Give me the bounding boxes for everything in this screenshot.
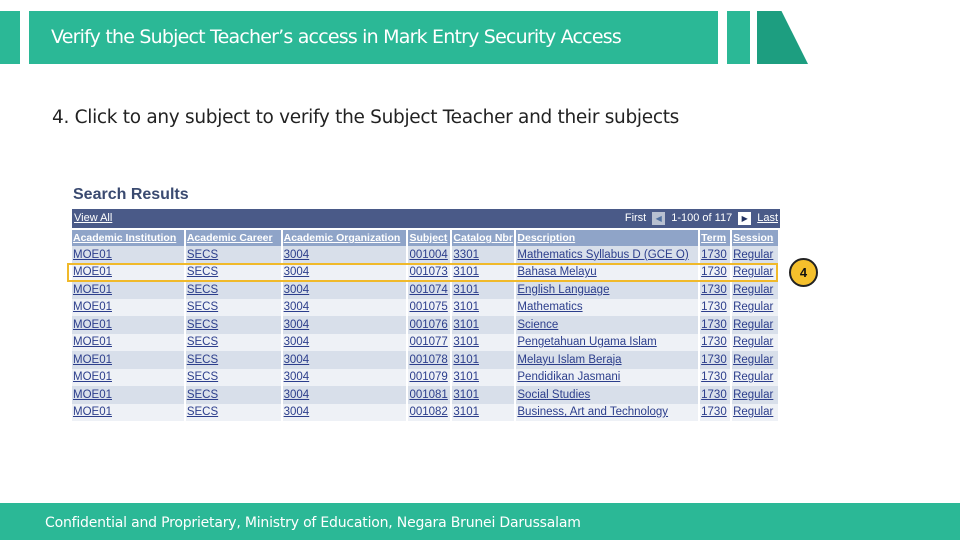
cell-link[interactable]: Regular (733, 301, 774, 314)
cell-link[interactable]: MOE01 (73, 318, 112, 331)
cell-link[interactable]: 3004 (283, 353, 310, 366)
table-cell (515, 386, 699, 404)
column-header[interactable]: Academic Institution (72, 230, 185, 246)
results-table (72, 230, 780, 421)
decor-trapezoid (757, 11, 808, 64)
cell-link[interactable]: MOE01 (73, 353, 112, 366)
table-cell (185, 299, 282, 317)
table-cell (72, 404, 185, 422)
table-cell (451, 334, 515, 352)
footer-text: Confidential and Proprietary, Ministry of Education, Negara Brunei Darussalam (0, 503, 960, 540)
cell-link[interactable]: 3101 (453, 318, 479, 331)
cell-link[interactable]: Business, Art and Technology (517, 406, 669, 419)
cell-link[interactable]: Regular (733, 266, 774, 279)
table-cell (699, 351, 731, 369)
cell-link[interactable]: Regular (733, 336, 774, 349)
next-arrow-icon[interactable]: ▶ (738, 212, 751, 225)
decor-bar-right (727, 11, 750, 64)
column-header[interactable]: Subject (407, 230, 451, 246)
cell-link[interactable]: MOE01 (73, 301, 112, 314)
table-cell (185, 334, 282, 352)
cell-link[interactable]: 3101 (453, 371, 479, 384)
table-cell (185, 386, 282, 404)
table-cell (72, 246, 185, 264)
cell-link[interactable]: 001073 (409, 266, 448, 279)
table-cell (282, 404, 408, 422)
cell-link[interactable]: Regular (733, 406, 774, 419)
cell-link[interactable]: SECS (186, 283, 219, 296)
table-row[interactable] (72, 334, 779, 352)
cell-link[interactable]: 1730 (701, 336, 727, 349)
table-cell (72, 334, 185, 352)
table-cell (731, 281, 779, 299)
table-row[interactable] (72, 369, 779, 387)
table-cell (407, 299, 451, 317)
cell-link[interactable]: 3101 (453, 353, 479, 366)
cell-link[interactable]: Bahasa Melayu (517, 266, 597, 279)
cell-link[interactable]: 001074 (409, 283, 448, 296)
table-row[interactable] (72, 299, 779, 317)
cell-link[interactable]: SECS (186, 353, 219, 366)
table-cell (185, 246, 282, 264)
table-cell (407, 404, 451, 422)
cell-link[interactable]: 3004 (283, 336, 310, 349)
cell-link[interactable]: SECS (186, 266, 219, 279)
table-cell (407, 386, 451, 404)
cell-link[interactable]: MOE01 (73, 266, 112, 279)
table-cell (451, 281, 515, 299)
table-cell (451, 246, 515, 264)
table-cell (699, 281, 731, 299)
cell-link[interactable]: 3004 (283, 406, 310, 419)
table-cell (699, 299, 731, 317)
table-cell (731, 299, 779, 317)
table-cell (282, 334, 408, 352)
table-cell (407, 316, 451, 334)
cell-link[interactable]: 3101 (453, 266, 479, 279)
cell-link[interactable]: 3301 (453, 248, 479, 261)
cell-link[interactable]: 3101 (453, 388, 479, 401)
prev-arrow-icon[interactable]: ◀ (652, 212, 665, 225)
decor-bar-left (0, 11, 20, 64)
cell-link[interactable]: SECS (186, 301, 219, 314)
cell-link[interactable]: SECS (186, 248, 219, 261)
column-header[interactable]: Term (699, 230, 731, 246)
cell-link[interactable]: 001082 (409, 406, 448, 419)
cell-link[interactable]: 3101 (453, 336, 479, 349)
cell-link[interactable]: MOE01 (73, 406, 112, 419)
table-cell (515, 281, 699, 299)
table-cell (699, 316, 731, 334)
table-cell (731, 404, 779, 422)
cell-link[interactable]: Regular (733, 283, 774, 296)
cell-link[interactable]: 3101 (453, 301, 479, 314)
cell-link[interactable]: Melayu Islam Beraja (517, 353, 622, 366)
table-cell (515, 351, 699, 369)
table-cell (185, 404, 282, 422)
cell-link[interactable]: Mathematics (517, 301, 583, 314)
cell-link[interactable]: Social Studies (517, 388, 591, 401)
cell-link[interactable]: 001075 (409, 301, 448, 314)
table-cell (282, 351, 408, 369)
table-cell (731, 316, 779, 334)
table-cell (407, 334, 451, 352)
table-cell (282, 316, 408, 334)
table-cell (451, 369, 515, 387)
table-cell (699, 404, 731, 422)
cell-link[interactable]: Pendidikan Jasmani (517, 371, 621, 384)
table-cell (451, 316, 515, 334)
cell-link[interactable]: Regular (733, 353, 774, 366)
results-nav-bar (72, 209, 780, 228)
table-cell (282, 386, 408, 404)
table-cell (407, 351, 451, 369)
last-link[interactable]: Last (757, 212, 778, 224)
cell-link[interactable]: 1730 (701, 388, 727, 401)
table-cell (731, 369, 779, 387)
cell-link[interactable]: Regular (733, 388, 774, 401)
cell-link[interactable]: 3101 (453, 283, 479, 296)
cell-link[interactable]: 1730 (701, 283, 727, 296)
cell-link[interactable]: 001077 (409, 336, 448, 349)
cell-link[interactable]: 3004 (283, 283, 310, 296)
cell-link[interactable]: Regular (733, 248, 774, 261)
table-cell (515, 369, 699, 387)
table-cell (282, 369, 408, 387)
table-cell (699, 369, 731, 387)
first-label[interactable]: First (624, 212, 647, 224)
table-cell (282, 281, 408, 299)
cell-link[interactable]: 001081 (409, 388, 448, 401)
table-cell (72, 299, 185, 317)
cell-link[interactable]: 3004 (283, 318, 310, 331)
cell-link[interactable]: 3004 (283, 301, 310, 314)
cell-link[interactable]: Regular (733, 371, 774, 384)
step-callout-badge: 4 (789, 258, 818, 287)
cell-link[interactable]: 001004 (409, 248, 448, 261)
table-row[interactable] (72, 316, 779, 334)
table-cell (699, 334, 731, 352)
table-cell (407, 246, 451, 264)
table-cell (731, 386, 779, 404)
table-row[interactable] (72, 404, 779, 422)
cell-link[interactable]: 1730 (701, 406, 727, 419)
cell-link[interactable]: Pengetahuan Ugama Islam (517, 336, 657, 349)
table-cell (731, 351, 779, 369)
table-cell (699, 246, 731, 264)
cell-link[interactable]: 001078 (409, 353, 448, 366)
search-results-title: Search Results (73, 186, 189, 203)
table-cell (72, 316, 185, 334)
table-cell (451, 351, 515, 369)
cell-link[interactable]: 1730 (701, 301, 727, 314)
cell-link[interactable]: 1730 (701, 248, 727, 261)
cell-link[interactable]: 001076 (409, 318, 448, 331)
table-cell (699, 386, 731, 404)
table-cell (185, 351, 282, 369)
cell-link[interactable]: Regular (733, 318, 774, 331)
cell-link[interactable]: SECS (186, 371, 219, 384)
table-cell (282, 299, 408, 317)
table-cell (72, 369, 185, 387)
table-cell (515, 316, 699, 334)
cell-link[interactable]: SECS (186, 406, 219, 419)
cell-link[interactable]: SECS (186, 336, 219, 349)
cell-link[interactable]: 001079 (409, 371, 448, 384)
table-row[interactable] (72, 281, 779, 299)
table-cell (282, 246, 408, 264)
column-header[interactable]: Catalog Nbr (451, 230, 515, 246)
table-cell (451, 299, 515, 317)
column-header[interactable]: Academic Organization (282, 230, 408, 246)
view-all-link[interactable]: View All (74, 212, 113, 224)
column-header[interactable]: Session (731, 230, 779, 246)
cell-link[interactable]: 3004 (283, 371, 310, 384)
cell-link[interactable]: 1730 (701, 266, 727, 279)
table-row[interactable] (72, 246, 779, 264)
table-row[interactable] (72, 386, 779, 404)
cell-link[interactable]: SECS (186, 318, 219, 331)
table-cell (72, 386, 185, 404)
column-header[interactable]: Academic Career (185, 230, 282, 246)
table-cell (731, 246, 779, 264)
table-cell (185, 281, 282, 299)
table-cell (731, 334, 779, 352)
cell-link[interactable]: 1730 (701, 318, 727, 331)
slide-title: Verify the Subject Teacher’s access in Mark Entry Security Access (29, 11, 718, 64)
cell-link[interactable]: MOE01 (73, 248, 112, 261)
cell-link[interactable]: MOE01 (73, 388, 112, 401)
instruction-text: 4. Click to any subject to verify the Subject Teacher and their subjects (52, 107, 680, 128)
table-cell (515, 404, 699, 422)
table-cell (515, 246, 699, 264)
table-cell (72, 351, 185, 369)
table-cell (515, 334, 699, 352)
column-header[interactable]: Description (515, 230, 699, 246)
cell-link[interactable]: English Language (517, 283, 610, 296)
table-cell (72, 281, 185, 299)
cell-link[interactable]: MOE01 (73, 283, 112, 296)
table-row[interactable] (72, 351, 779, 369)
cell-link[interactable]: Mathematics Syllabus D (GCE O) (517, 248, 689, 261)
table-cell (515, 299, 699, 317)
table-cell (185, 316, 282, 334)
cell-link[interactable]: MOE01 (73, 371, 112, 384)
cell-link[interactable]: 3004 (283, 248, 310, 261)
table-cell (407, 281, 451, 299)
cell-link[interactable]: 3004 (283, 266, 310, 279)
cell-link[interactable]: SECS (186, 388, 219, 401)
cell-link[interactable]: 1730 (701, 371, 727, 384)
cell-link[interactable]: Science (517, 318, 559, 331)
table-cell (451, 386, 515, 404)
cell-link[interactable]: 3101 (453, 406, 479, 419)
highlight-box (67, 263, 778, 282)
table-cell (185, 369, 282, 387)
range-label: 1-100 of 117 (671, 212, 733, 224)
cell-link[interactable]: 1730 (701, 353, 727, 366)
table-cell (451, 404, 515, 422)
cell-link[interactable]: MOE01 (73, 336, 112, 349)
table-cell (407, 369, 451, 387)
cell-link[interactable]: 3004 (283, 388, 310, 401)
